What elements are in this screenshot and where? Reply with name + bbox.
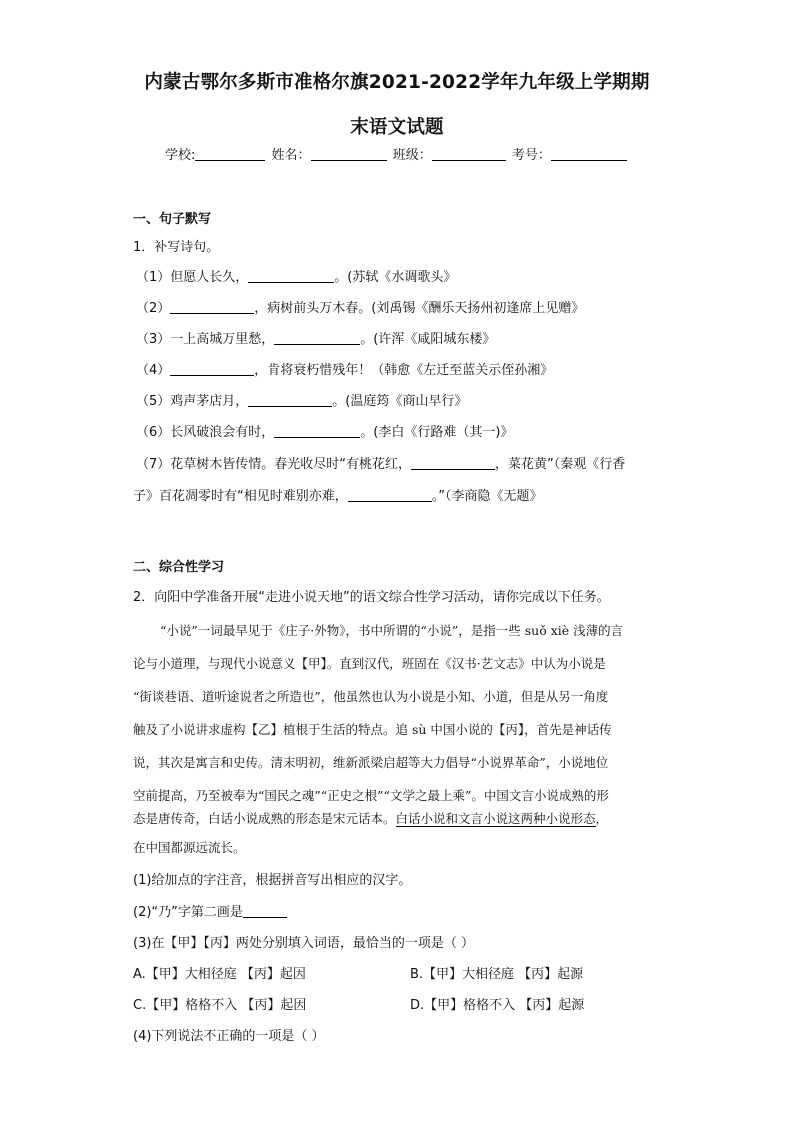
poem-item-7-pre: （7）花草树木皆传情。春光收尽时“有桃花红， <box>136 457 412 472</box>
student-info-row <box>165 144 629 163</box>
class-label: 班级： <box>392 148 432 163</box>
poem-item-5-pre: （5）鸡声茅店月， <box>136 394 249 409</box>
question1-prompt: 1．补写诗句。 <box>133 240 220 255</box>
poem-item-7-blank-a[interactable] <box>411 456 495 470</box>
exam-title-line1: 内蒙古鄂尔多斯市准格尔旗2021-2022学年九年级上学期期 <box>144 72 650 93</box>
passage-line-8: 在中国都源远流长。 <box>133 840 246 855</box>
passage-line-3: “街谈巷语、道听途说者之所造也”，他虽然也认为小说是小知、小道，但是从另一角度 <box>133 689 609 704</box>
poem-item-2-blank[interactable] <box>170 300 254 314</box>
poem-item-6 <box>136 421 513 440</box>
section2-heading: 二、综合性学习 <box>133 560 225 575</box>
passage-line-7-text: 态是唐传奇，白话小说成熟的形态是宋元话本。 <box>133 811 396 826</box>
passage-underlined-sentence: 白话小说和文言小说这两种小说形态 <box>395 811 596 826</box>
poem-item-3-post: 。(许浑《咸阳城东楼》 <box>360 332 496 347</box>
poem-item-7-post: 。”（李商隐《无题》 <box>431 489 543 504</box>
class-blank[interactable] <box>432 147 506 161</box>
poem-item-6-blank[interactable] <box>274 424 360 438</box>
passage-line-5: 说，其次是寓言和史传。清末明初，维新派梁启超等大力倡导“小说界革命”，小说地位 <box>133 755 609 770</box>
option-a[interactable]: A.【甲】大相径庭 【丙】起因 <box>133 967 306 982</box>
passage-line-7 <box>133 809 668 827</box>
poem-item-7-line2-pre: 子》百花凋零时有“相见时难别亦难， <box>133 489 348 504</box>
poem-item-7-mid: ，菜花黄”（秦观《行香 <box>495 457 626 472</box>
subquestion-1: (1)给加点的字注音，根据拼音写出相应的汉字。 <box>133 873 412 888</box>
passage-line-2: 论与小道理，与现代小说意义【甲】。直到汉代，班固在《汉书·艺文志》中认为小说是 <box>133 656 606 671</box>
option-d[interactable]: D.【甲】格格不入 【丙】起源 <box>410 998 585 1013</box>
poem-item-2-pre: （2） <box>136 301 171 316</box>
poem-item-5-blank[interactable] <box>248 393 332 407</box>
option-c[interactable]: C.【甲】格格不入 【丙】起因 <box>133 998 307 1013</box>
subquestion-2-blank[interactable] <box>243 904 287 918</box>
passage-line-6: 空前提高，乃至被奉为“国民之魂”“正史之根”“文学之最上乘”。中国文言小说成熟的形 <box>133 788 609 803</box>
subquestion-3: (3)在【甲】【丙】两处分别填入词语，最恰当的一项是（ ） <box>133 936 475 951</box>
poem-item-1-pre: （1）但愿人长久， <box>136 270 249 285</box>
poem-item-4-pre: （4） <box>136 363 171 378</box>
poem-item-1-blank[interactable] <box>248 269 334 283</box>
passage-line-1: “小说”一词最早见于《庄子·外物》，书中所谓的“小说”，是指一些 suǒ xiè 浅薄的言 <box>160 623 624 638</box>
poem-item-6-pre: （6）长风破浪会有时， <box>136 425 275 440</box>
poem-item-1 <box>136 266 456 285</box>
name-blank[interactable] <box>311 147 387 161</box>
passage-line-4: 触及了小说讲求虚构【乙】植根于生活的特点。追 sù 中国小说的【丙】，首先是神话传 <box>133 722 612 737</box>
school-label: 学校: <box>165 148 196 163</box>
exam-title-line2: 末语文试题 <box>350 117 444 138</box>
poem-item-5-post: 。(温庭筠《商山早行》 <box>332 394 468 409</box>
section1-heading: 一、句子默写 <box>133 212 212 227</box>
poem-item-7-line2 <box>133 485 543 504</box>
poem-item-2-post: ，病树前头万木春。(刘禹锡《酬乐天扬州初逢席上见赠》 <box>254 301 585 316</box>
poem-item-5 <box>136 390 467 409</box>
subquestion-2-text: (2)“乃”字第二画是 <box>133 905 243 920</box>
poem-item-4 <box>136 359 553 378</box>
poem-item-2 <box>136 297 584 316</box>
poem-item-7-blank-b[interactable] <box>348 488 432 502</box>
number-blank[interactable] <box>551 147 627 161</box>
poem-item-7-line1 <box>136 453 625 472</box>
subquestion-2 <box>133 901 287 920</box>
number-label: 考号： <box>511 148 551 163</box>
poem-item-3-blank[interactable] <box>274 331 360 345</box>
poem-item-4-blank[interactable] <box>170 362 254 376</box>
poem-item-4-post: ，肯将衰朽惜残年！（韩愈《左迁至蓝关示侄孙湘》 <box>254 363 554 378</box>
subquestion-4: (4)下列说法不正确的一项是（ ） <box>133 1029 325 1044</box>
poem-item-1-post: 。(苏轼《水调歌头》 <box>334 270 457 285</box>
school-blank[interactable] <box>195 147 265 161</box>
passage-line-7-tail: ， <box>595 811 609 826</box>
option-b[interactable]: B.【甲】大相径庭 【丙】起源 <box>410 967 584 982</box>
poem-item-3-pre: （3）一上高城万里愁， <box>136 332 275 347</box>
name-label: 姓名： <box>271 148 311 163</box>
poem-item-6-post: 。(李白《行路难（其一)》 <box>360 425 514 440</box>
question2-prompt: 2．向阳中学准备开展“走进小说天地”的语文综合性学习活动，请你完成以下任务。 <box>133 590 610 605</box>
poem-item-3 <box>136 328 495 347</box>
